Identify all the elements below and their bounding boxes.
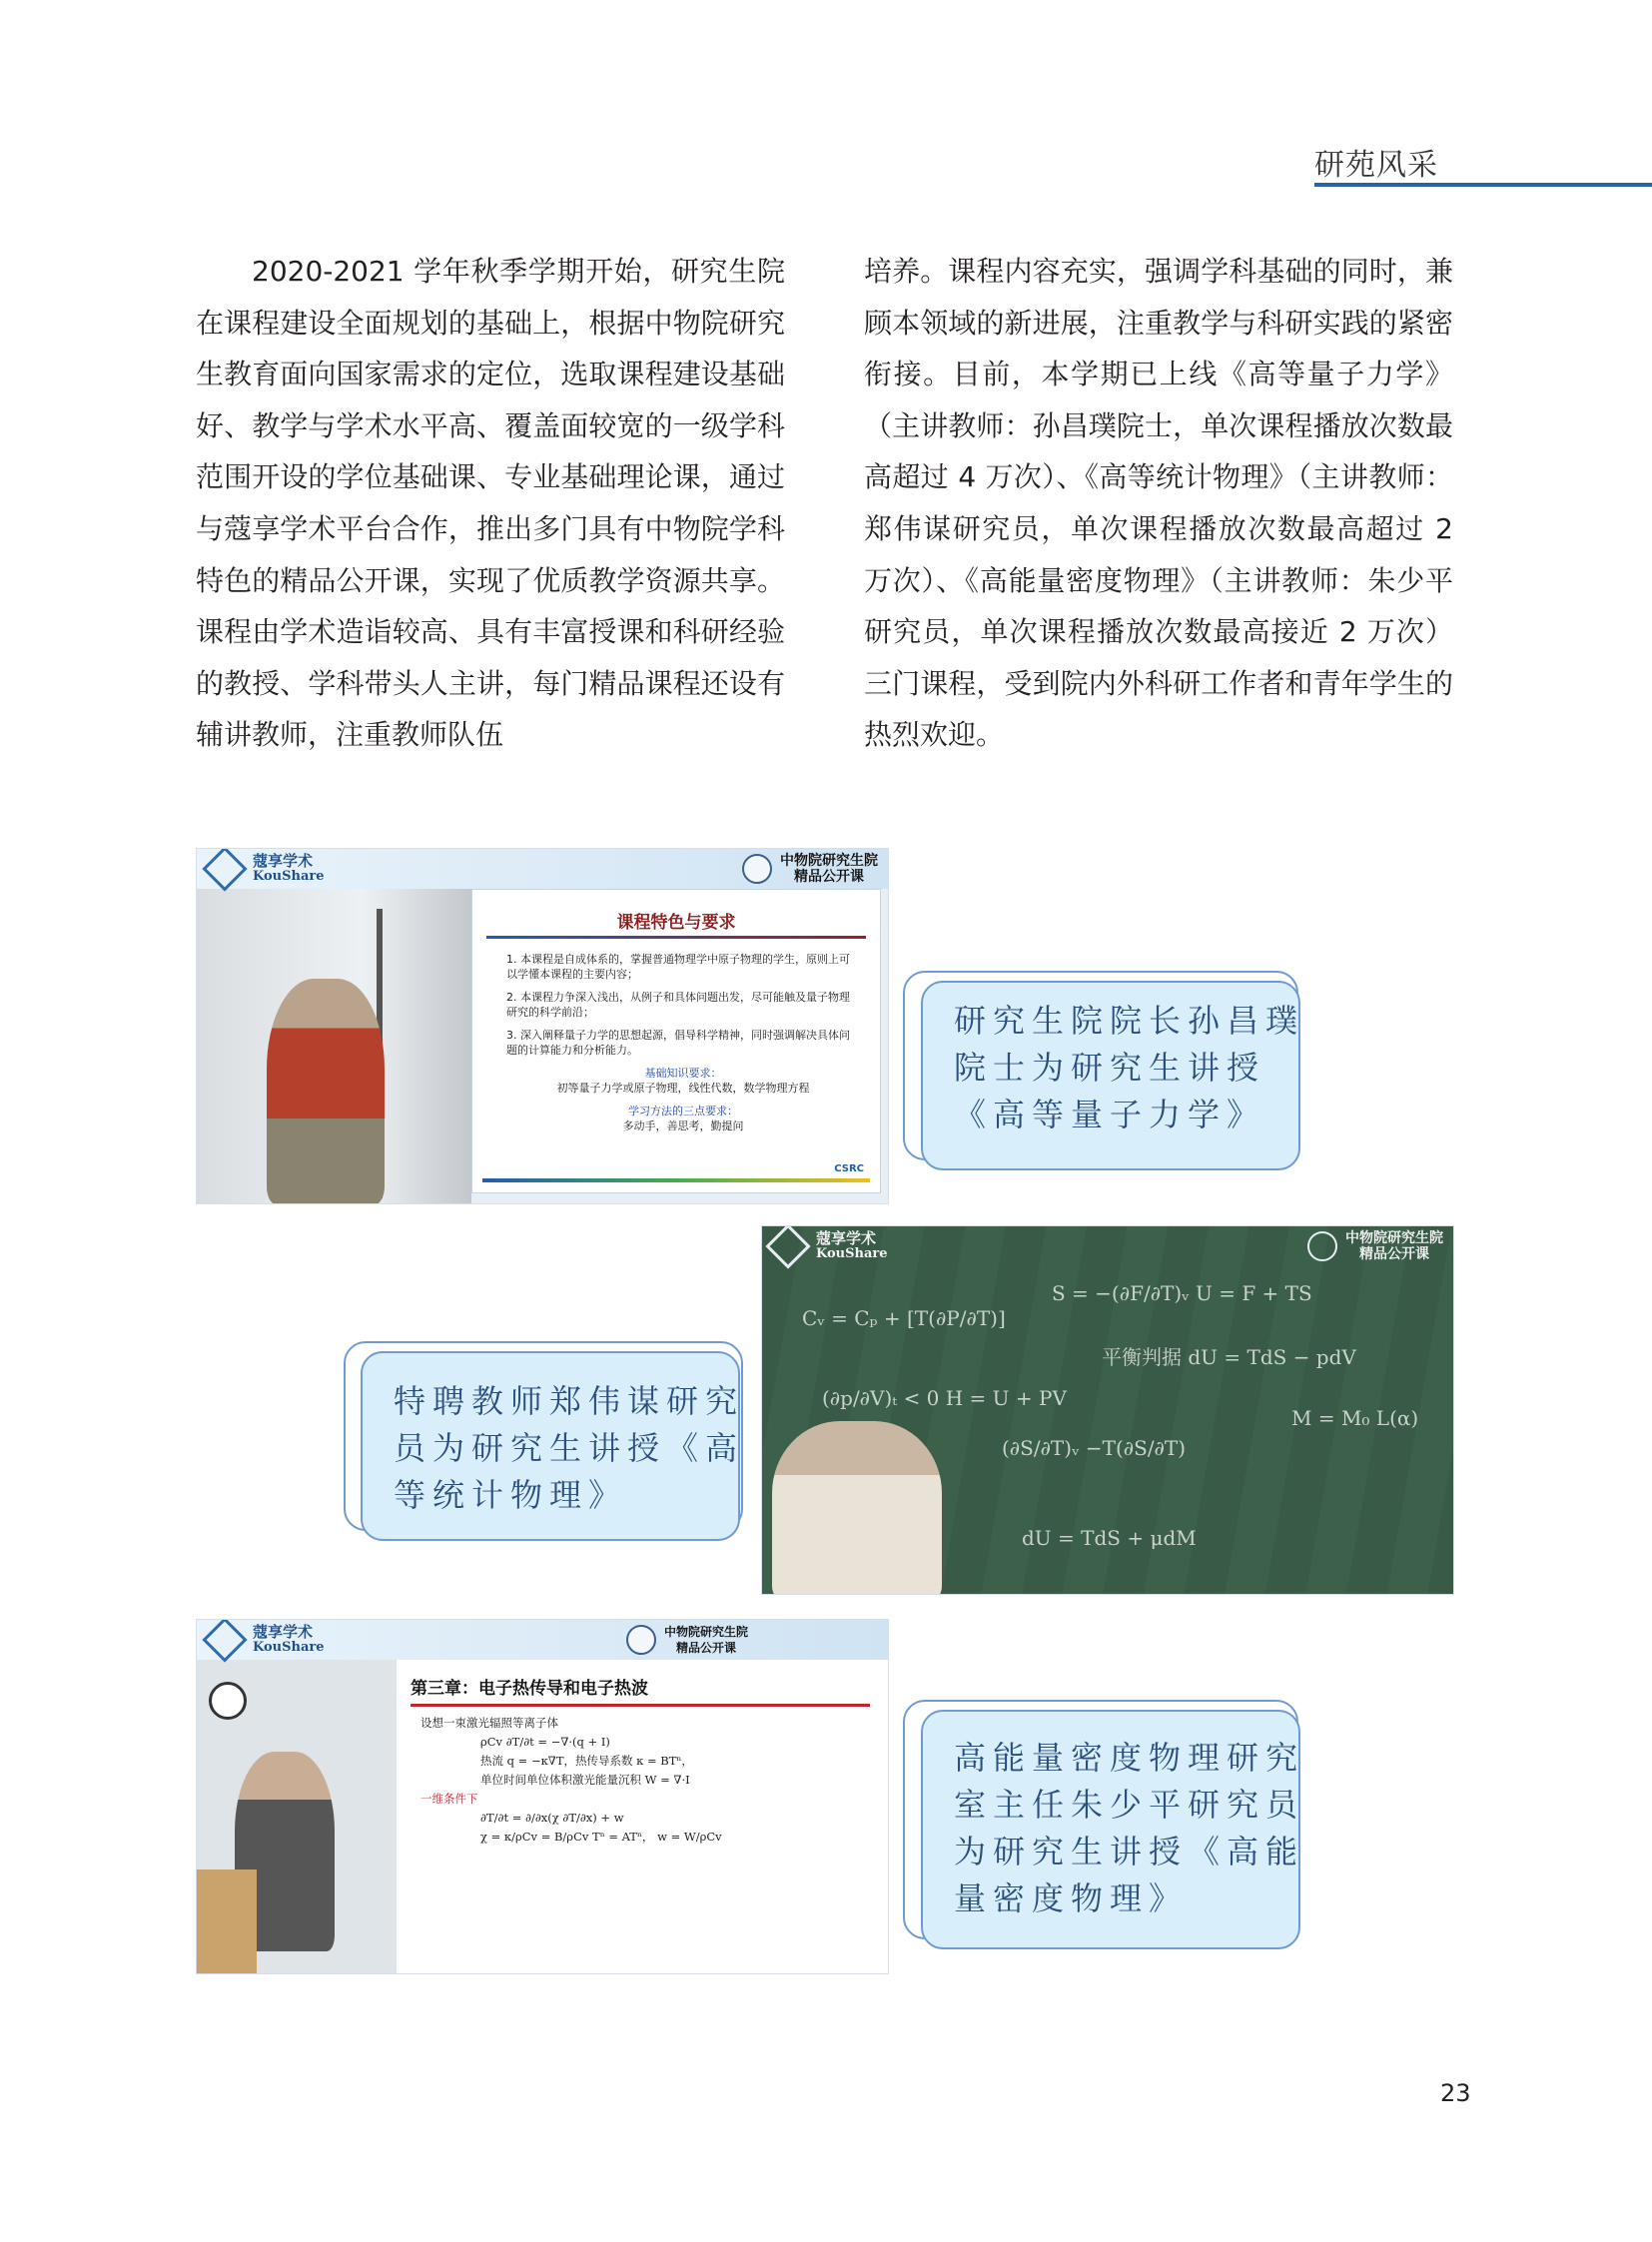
wall-clock-icon [209,1682,247,1720]
institute-seal-icon [742,854,772,884]
chalk-writing: (∂S/∂T)ᵥ −T(∂S/∂T) [1002,1436,1187,1460]
institute-name: 中物院研究生院 [663,1625,748,1639]
slide-line: 单位时间单位体积激光能量沉积 W = ∇·I [480,1773,690,1787]
slide-item: 1. 本课程是自成体系的，掌握普通物理学中原子物理的学生，原则上可以学懂本课程的主要内容； [506,953,850,981]
caption-line: 等统计物理》 [394,1476,628,1514]
slide-line: 设想一束激光辐照等离子体 [420,1716,558,1730]
chalk-writing: 平衡判据 dU = TdS − pdV [1102,1345,1356,1369]
chalk-writing: Cᵥ = Cₚ + [T(∂P/∂T)] [802,1306,1006,1330]
institute-seal-icon [1307,1231,1337,1261]
caption-line: 研究生院院长孙昌璞 [954,1002,1305,1040]
slide-line: 一维条件下 [420,1792,478,1806]
course-slide [471,889,881,1193]
course-series-label: 精品公开课 [794,869,864,885]
caption-line: 高能量密度物理研究 [954,1739,1305,1777]
slide-line: 热流 q = −κ∇T，热传导系数 κ = BTⁿ， [480,1754,693,1768]
institute-badge [626,1624,748,1656]
brand-name-en: KouShare [816,1246,888,1261]
lecture-photo-high-energy-density [196,1619,889,1974]
section-rule [1314,183,1652,187]
course-slide [397,1660,889,1974]
slide-body [420,1714,870,1847]
kouShare-brand [209,853,325,885]
institute-badge [742,853,878,885]
slide-title-rule [486,936,866,939]
slide-body [506,952,860,1133]
slide-equation: ρCv ∂T/∂t = −∇·(q + I) [480,1735,610,1749]
slide-equation: χ = κ/ρCv = B/ρCv Tⁿ = ATⁿ， w = W/ρCv [480,1830,722,1844]
caption-3 [954,1735,1304,1922]
slide-basics-text: 初等量子力学或原子物理，线性代数，数学物理方程 [556,1082,810,1095]
lecturer-figure [267,979,385,1204]
slide-basics-label: 基础知识要求： [644,1067,722,1080]
slide-item: 3. 深入阐释量子力学的思想起源，倡导科学精神，同时强调解决具体问题的计算能力和分析能力。 [506,1029,850,1057]
article-paragraph-left: 2020-2021 学年秋季学期开始，研究生院在课程建设全面规划的基础上，根据中物院研究生教育面向国家需求的定位，选取课程建设基础好、教学与学术水平高、覆盖面较宽的一级学科范围开设的学位基础课、专业基础理论课，通过与蔻享学术平台合作，推出多门具有中物院学科特色的精品公开课，实现了优质教学资源共享。课程由学术造诣较高、具有丰富授课和科研经验的教授、学科带头人主讲，每门精品课程还设有辅讲教师，注重教师队伍 [196,255,785,752]
caption-1 [954,998,1304,1138]
lecturer-figure [772,1421,942,1595]
slide-title-rule [411,1704,870,1707]
caption-line: 量密度物理》 [954,1879,1189,1917]
caption-line: 为研究生讲授《高能 [954,1833,1305,1870]
chalk-writing: dU = TdS + μdM [1022,1526,1197,1550]
caption-line: 员为研究生讲授《高 [394,1429,745,1467]
slide-methods-label: 学习方法的三点要求： [628,1105,738,1118]
podium [197,1869,257,1974]
article-column-right [864,246,1453,761]
brand-name-cn: 蔻享学术 [253,852,314,870]
caption-line: 院士为研究生讲授 [954,1049,1266,1087]
institute-name: 中物院研究生院 [1345,1230,1443,1246]
slide-equation: ∂T/∂t = ∂/∂x(χ ∂T/∂x) + w [480,1811,624,1825]
slide-item: 2. 本课程力争深入浅出，从例子和具体问题出发，尽可能触及量子物理研究的科学前沿； [506,991,850,1019]
institute-badge [1307,1230,1443,1262]
brand-name-cn: 蔻享学术 [253,1623,314,1641]
chalk-writing: S = −(∂F/∂T)ᵥ U = F + TS [1052,1281,1312,1305]
course-series-label: 精品公开课 [675,1641,736,1655]
course-series-label: 精品公开课 [1359,1246,1429,1262]
chalk-writing: M = M₀ L(α) [1291,1406,1419,1430]
caption-line: 室主任朱少平研究员 [954,1786,1305,1824]
section-title: 研苑风采 [1314,148,1438,183]
slide-title: 课程特色与要求 [616,913,736,933]
institute-name: 中物院研究生院 [780,853,878,869]
caption-line: 特聘教师郑伟谋研究 [394,1382,745,1420]
institute-seal-icon [626,1625,656,1655]
brand-name-en: KouShare [253,869,325,884]
article-column-left [196,246,785,761]
lecture-photo-statistical-physics [761,1225,1454,1595]
csrc-logo: CSRC [834,1163,864,1174]
slide-methods-text: 多动手，善思考，勤提问 [622,1120,744,1132]
slide-footer-bar [482,1178,870,1182]
caption-line: 《高等量子力学》 [954,1096,1266,1133]
chalk-writing: (∂p/∂V)ₜ < 0 H = U + PV [822,1386,1067,1410]
brand-name-en: KouShare [253,1640,325,1655]
kouShare-brand [772,1230,888,1262]
kouShare-brand [209,1624,325,1656]
slide-title: 第三章：电子热传导和电子热波 [411,1679,648,1699]
article-paragraph-right: 培养。课程内容充实，强调学科基础的同时，兼顾本领域的新进展，注重教学与科研实践的紧密衔接。目前，本学期已上线《高等量子力学》（主讲教师：孙昌璞院士，单次课程播放次数最高超过 4 万次）、《高等统计物理》（主讲教师：郑伟谋研究员，单次课程播放次数最高超过 2 万次）、《高能量密度物理》（主讲教师：朱少平研究员，单次课程播放次数最高接近 2 万次）三门课程，受到院内外科研工作者和青年学生的热烈欢迎。 [864,255,1453,752]
brand-name-cn: 蔻享学术 [816,1229,877,1247]
lecture-photo-quantum-mechanics [196,848,889,1204]
page-number: 23 [1440,2079,1471,2107]
caption-2 [394,1378,744,1519]
